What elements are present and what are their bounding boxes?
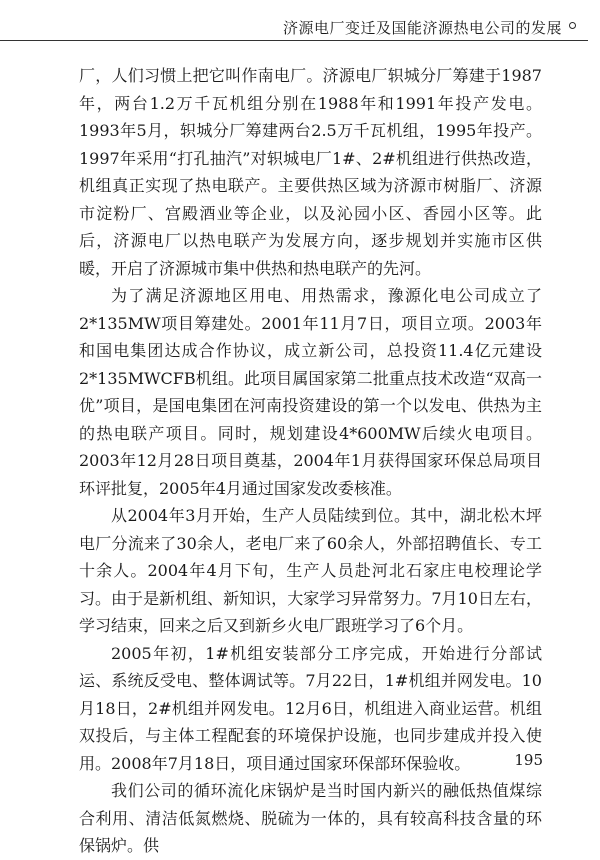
paragraph: 为了满足济源地区用电、用热需求，豫源化电公司成立了2*135MW项目筹建处。2001年11月7日，项目立项。2003年和国电集团达成合作协议，成立新公司，总投资11.4亿元建设2*135MWCFB机组。此项目属国家第二批重点技术改造“双高一优”项目，是国电集团在河南投资建设的第一个以发电、供热为主的热电联产项目。同时，规划建设4*600MW后续火电项目。2003年12月28日项目奠基，2004年1月获得国家环保总局项目环评批复，2005年4月通过国家发改委核准。 — [79, 286, 542, 498]
header-circle-ornament-icon — [569, 22, 576, 29]
paragraph: 2005年初，1#机组安装部分工序完成，开始进行分部试运、系统反受电、整体调试等。7月22日，1#机组并网发电。10月18日，2#机组并网发电。12月6日，机组进入商业运营。机组双投后，与主体工程配套的环境保护设施，也同步建成并投入使用。2008年7月18日，项目通过国家环保部环保验收。 — [79, 643, 542, 773]
running-header-title: 济源电厂变迁及国能济源热电公司的发展 — [282, 19, 562, 37]
paragraph-continued: 厂，人们习惯上把它叫作南电厂。济源电厂轵城分厂筹建于1987年，两台1.2万千瓦机组分别在1988年和1991年投产发电。1993年5月，轵城分厂筹建两台2.5万千瓦机组，1995年投产。1997年采用“打孔抽汽”对轵城电厂1#、2#机组进行供热改造，机组真正实现了热电联产。主要供热区域为济源市树脂厂、济源市淀粉厂、宫殿酒业等企业，以及沁园小区、香园小区等。此后，济源电厂以热电联产为发展方向，逐步规划并实施市区供暖，开启了济源城市集中供热和热电联产的先河。 — [79, 66, 542, 278]
header-rule — [0, 40, 588, 41]
page-number: 195 — [514, 751, 543, 769]
running-header — [0, 0, 600, 40]
body-text — [79, 62, 542, 860]
paragraph: 从2004年3月开始，生产人员陆续到位。其中，湖北松木坪电厂分流来了30余人，老电厂来了60余人，外部招聘值长、专工十余人。2004年4月下旬，生产人员赴河北石家庄电校理论学习。由于是新机组、新知识，大家学习异常努力。7月10日左右，学习结束，回来之后又到新乡火电厂跟班学习了6个月。 — [79, 506, 542, 635]
paragraph: 我们公司的循环流化床锅炉是当时国内新兴的融低热值煤综合利用、清洁低氮燃烧、脱硫为一体的，具有较高科技含量的环保锅炉。供 — [79, 781, 542, 855]
